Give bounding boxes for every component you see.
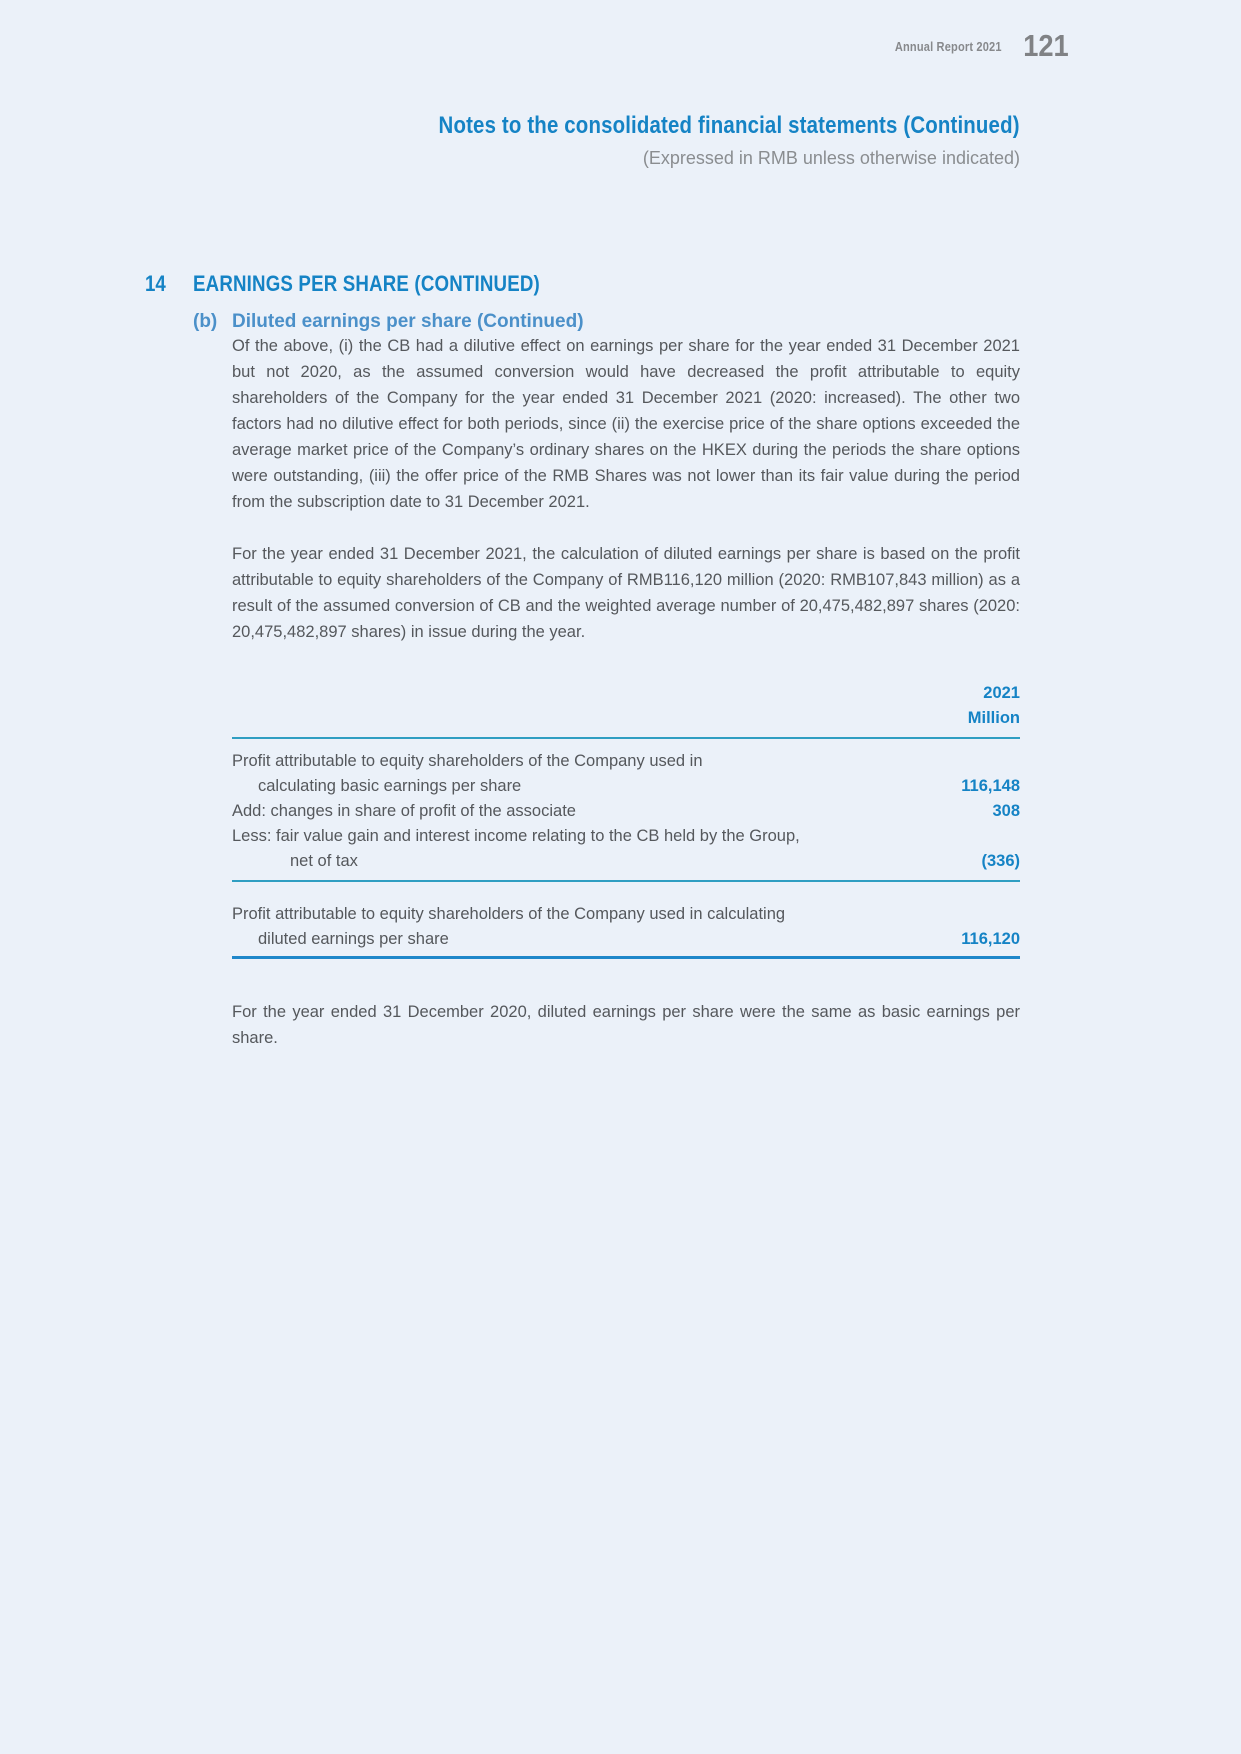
report-label: Annual Report 2021 xyxy=(894,38,1002,54)
row-value: 308 xyxy=(992,802,1020,820)
row-label-line: Add: changes in share of profit of the associate xyxy=(232,802,576,820)
table-rule-bottom xyxy=(232,956,1020,959)
section-title: EARNINGS PER SHARE (CONTINUED) xyxy=(193,271,540,296)
row-label-line: Profit attributable to equity shareholders of the Company used in calculating xyxy=(232,905,786,923)
document-title: Notes to the consolidated financial statements (Continued) xyxy=(438,112,1020,139)
table-row xyxy=(232,902,1020,952)
row-label-line: Profit attributable to equity shareholders of the Company used in xyxy=(232,752,703,770)
row-value: (336) xyxy=(981,852,1020,870)
subsection-title: Diluted earnings per share (Continued) xyxy=(232,311,584,332)
table-row xyxy=(232,824,1020,874)
document-subtitle: (Expressed in RMB unless otherwise indicated) xyxy=(642,148,1020,168)
table-row xyxy=(232,799,1020,824)
row-label-line: Less: fair value gain and interest income relating to the CB held by the Group, xyxy=(232,827,800,845)
table-row xyxy=(232,749,1020,799)
column-header-unit: Million xyxy=(967,709,1020,727)
document-title-wrap xyxy=(0,112,1241,140)
earnings-table xyxy=(232,681,1020,959)
subsection-heading xyxy=(0,311,1241,333)
table-block-2 xyxy=(232,882,1020,952)
table-column-header xyxy=(232,681,1020,737)
paragraph-2020-comparison: For the year ended 31 December 2020, diluted earnings per share were the same as basic earnings per share. xyxy=(232,1003,1020,1047)
section-heading xyxy=(0,271,1241,297)
paragraph-calculation-basis: For the year ended 31 December 2021, the calculation of diluted earnings per share is based on the profit attributable to equity shareholders of the Company of RMB116,120 million (2020: RMB107,843 million) as a result of the assumed conversion of CB and the weighted average number of 20,475,482,897 shares (2020: 20,475,482,897 shares) in issue during the year. xyxy=(232,545,1020,641)
page-header xyxy=(0,0,1241,64)
row-label-line: net of tax xyxy=(290,852,358,870)
row-label-line: diluted earnings per share xyxy=(258,930,449,948)
row-label-line: calculating basic earnings per share xyxy=(258,777,522,795)
row-value: 116,120 xyxy=(961,930,1020,948)
paragraph-dilutive-effect: Of the above, (i) the CB had a dilutive effect on earnings per share for the year ended 31 December 2021 but not 2020, as the assumed conversion would have decreased the profit attributable to equity shareholders of the Company for the year ended 31 December 2021 (2020: increased). The other two factors had no dilutive effect for both periods, since (ii) the exercise price of the share options exceeded the average market price of the Company’s ordinary shares on the HKEX during the periods the share options were outstanding, (iii) the offer price of the RMB Shares was not lower than its fair value during the period from the subscription date to 31 December 2021. xyxy=(232,337,1020,511)
row-value: 116,148 xyxy=(961,777,1020,795)
body-column xyxy=(232,333,1020,1051)
table-block-1 xyxy=(232,739,1020,874)
subsection-label: (b) xyxy=(193,311,218,332)
section-number: 14 xyxy=(145,271,166,296)
page-number: 121 xyxy=(1023,28,1069,63)
column-header-year: 2021 xyxy=(983,684,1020,702)
